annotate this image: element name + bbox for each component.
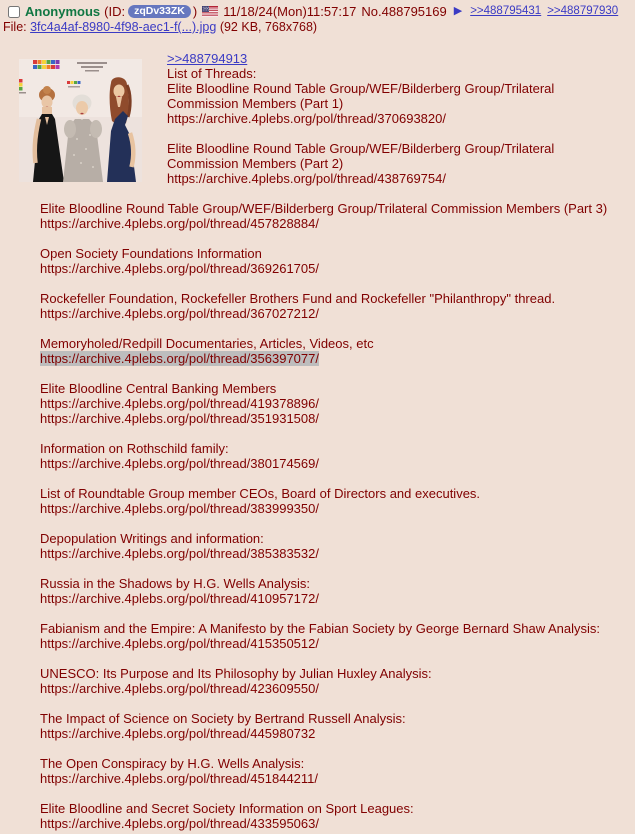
body-text: Fabianism and the Empire: A Manifesto by the Fabian Society by George Bernard Shaw Analysis: bbox=[40, 621, 601, 636]
body-line bbox=[40, 501, 635, 516]
body-text: https://archive.4plebs.org/pol/thread/415350512/ bbox=[40, 636, 319, 651]
body-line bbox=[40, 816, 635, 831]
body-text: Open Society Foundations Information bbox=[40, 246, 262, 261]
body-paragraph bbox=[40, 486, 635, 516]
poster-id-label: (ID: bbox=[104, 4, 126, 19]
body-paragraph bbox=[40, 531, 635, 561]
body-paragraph bbox=[40, 246, 635, 276]
body-text: List of Roundtable Group member CEOs, Board of Directors and executives. bbox=[40, 486, 481, 501]
post-menu-arrow-icon[interactable]: ▶ bbox=[453, 5, 463, 17]
body-text: https://archive.4plebs.org/pol/thread/423609550/ bbox=[40, 681, 319, 696]
body-text: https://archive.4plebs.org/pol/thread/380174569/ bbox=[40, 456, 319, 471]
backlink-488797930[interactable]: >>488797930 bbox=[547, 5, 619, 17]
body-text: https://archive.4plebs.org/pol/thread/383999350/ bbox=[40, 501, 319, 516]
body-line bbox=[40, 711, 635, 726]
body-paragraph bbox=[40, 666, 635, 696]
body-paragraph bbox=[40, 576, 635, 606]
body-line bbox=[40, 546, 635, 561]
body-text: Russia in the Shadows by H.G. Wells Analysis: bbox=[40, 576, 310, 591]
body-paragraph bbox=[40, 336, 635, 366]
body-paragraph bbox=[40, 381, 635, 426]
body-line bbox=[40, 246, 635, 261]
body-line bbox=[40, 456, 635, 471]
body-line bbox=[40, 756, 635, 771]
body-text: https://archive.4plebs.org/pol/thread/351931508/ bbox=[40, 411, 319, 426]
body-text: https://archive.4plebs.org/pol/thread/419378896/ bbox=[40, 396, 319, 411]
body-line bbox=[40, 771, 635, 786]
body-line bbox=[40, 306, 635, 321]
body-text: Information on Rothschild family: bbox=[40, 441, 229, 456]
post-thumbnail-image[interactable] bbox=[19, 59, 142, 182]
body-text: Elite Bloodline and Secret Society Information on Sport Leagues: bbox=[40, 801, 414, 816]
poster-id-badge[interactable]: zqDv33ZK bbox=[128, 5, 191, 18]
body-line bbox=[40, 636, 635, 651]
body-paragraph bbox=[40, 711, 635, 741]
body-line bbox=[40, 381, 635, 396]
file-name-link[interactable]: 3fc4a4af-8980-4f98-aec1-f(...).jpg bbox=[30, 20, 217, 34]
body-text: The Open Conspiracy by H.G. Wells Analysis: bbox=[40, 756, 305, 771]
backlink-488795431[interactable]: >>488795431 bbox=[470, 5, 542, 17]
body-text: https://archive.4plebs.org/pol/thread/385383532/ bbox=[40, 546, 319, 561]
body-text: Elite Bloodline Round Table Group/WEF/Bilderberg Group/Trilateral bbox=[167, 81, 555, 96]
body-line bbox=[40, 591, 635, 606]
post-select-checkbox[interactable] bbox=[8, 6, 20, 18]
body-text: The Impact of Science on Society by Bertrand Russell Analysis: bbox=[40, 711, 406, 726]
body-line bbox=[40, 411, 635, 426]
us-flag-icon bbox=[202, 6, 218, 17]
body-line bbox=[40, 261, 635, 276]
body-line bbox=[40, 576, 635, 591]
body-text: Commission Members (Part 1) bbox=[167, 96, 344, 111]
body-text: Elite Bloodline Round Table Group/WEF/Bilderberg Group/Trilateral bbox=[167, 141, 555, 156]
body-paragraph bbox=[40, 621, 635, 651]
body-text: Memoryholed/Redpill Documentaries, Articles, Videos, etc bbox=[40, 336, 374, 351]
file-info-line bbox=[0, 20, 635, 35]
body-text: Rockefeller Foundation, Rockefeller Brothers Fund and Rockefeller "Philanthropy" thread. bbox=[40, 291, 556, 306]
body-text: List of Threads: bbox=[167, 66, 257, 81]
body-text: https://archive.4plebs.org/pol/thread/438769754/ bbox=[167, 171, 446, 186]
body-text: Depopulation Writings and information: bbox=[40, 531, 264, 546]
body-text: https://archive.4plebs.org/pol/thread/410957172/ bbox=[40, 591, 319, 606]
post-number[interactable]: No.488795169 bbox=[361, 4, 447, 19]
body-line bbox=[40, 621, 635, 636]
body-line bbox=[40, 291, 635, 306]
body-text: https://archive.4plebs.org/pol/thread/370693820/ bbox=[167, 111, 446, 126]
body-line bbox=[40, 681, 635, 696]
body-text: https://archive.4plebs.org/pol/thread/445980732 bbox=[40, 726, 316, 741]
body-line bbox=[40, 531, 635, 546]
body-text: Elite Bloodline Central Banking Members bbox=[40, 381, 277, 396]
body-line bbox=[40, 441, 635, 456]
highlighted-url: https://archive.4plebs.org/pol/thread/356397077/ bbox=[40, 351, 319, 366]
body-line bbox=[40, 726, 635, 741]
body-text: Elite Bloodline Round Table Group/WEF/Bilderberg Group/Trilateral Commission Members (Part 3) bbox=[40, 201, 608, 216]
post-header bbox=[0, 0, 635, 19]
body-line bbox=[40, 486, 635, 501]
body-text: https://archive.4plebs.org/pol/thread/451844211/ bbox=[40, 771, 319, 786]
body-paragraph bbox=[40, 291, 635, 321]
quote-link[interactable]: >>488794913 bbox=[167, 51, 248, 66]
body-line bbox=[40, 336, 635, 351]
body-line bbox=[40, 801, 635, 816]
body-line bbox=[40, 351, 635, 366]
body-line bbox=[40, 201, 635, 216]
body-text: https://archive.4plebs.org/pol/thread/369261705/ bbox=[40, 261, 319, 276]
body-paragraph bbox=[40, 756, 635, 786]
file-meta: (92 KB, 768x768) bbox=[219, 20, 318, 34]
body-line bbox=[40, 216, 635, 231]
post-content bbox=[0, 51, 635, 831]
poster-id-label-close: ) bbox=[192, 4, 198, 19]
body-paragraph bbox=[40, 201, 635, 231]
body-text: https://archive.4plebs.org/pol/thread/367027212/ bbox=[40, 306, 319, 321]
body-line bbox=[40, 666, 635, 681]
body-text: https://archive.4plebs.org/pol/thread/433595063/ bbox=[40, 816, 319, 831]
file-label: File: bbox=[3, 20, 27, 34]
body-paragraph bbox=[40, 441, 635, 471]
post-datetime: 11/18/24(Mon)11:57:17 bbox=[223, 4, 357, 19]
body-paragraph bbox=[40, 801, 635, 831]
body-line bbox=[40, 396, 635, 411]
body-text: Commission Members (Part 2) bbox=[167, 156, 344, 171]
body-text: UNESCO: Its Purpose and Its Philosophy by Julian Huxley Analysis: bbox=[40, 666, 432, 681]
body-text: https://archive.4plebs.org/pol/thread/457828884/ bbox=[40, 216, 319, 231]
poster-name: Anonymous bbox=[25, 4, 101, 19]
